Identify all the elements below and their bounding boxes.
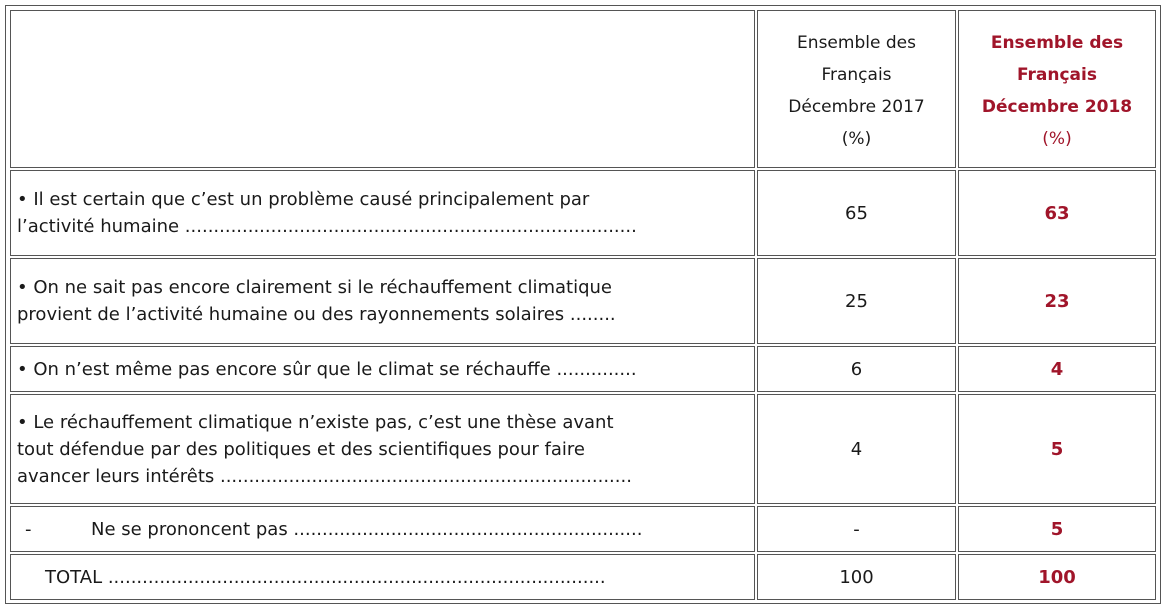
row-label-line: provient de l’activité humaine ou des rayonnements solaires ........ bbox=[17, 304, 616, 325]
value-2017: 4 bbox=[757, 394, 956, 504]
header-2017-line3: Décembre 2017 bbox=[788, 97, 925, 117]
header-2018-line2: Français bbox=[1017, 65, 1097, 85]
row-label-line: • On n’est même pas encore sûr que le climat se réchauffe .............. bbox=[17, 358, 637, 380]
header-2017 bbox=[757, 10, 956, 168]
table-row bbox=[10, 258, 1156, 344]
value-2018: 5 bbox=[958, 394, 1156, 504]
total-2017: 100 bbox=[757, 554, 956, 600]
header-2018-line3: Décembre 2018 bbox=[981, 97, 1133, 117]
total-2018: 100 bbox=[958, 554, 1156, 600]
header-empty-cell bbox=[10, 10, 755, 168]
row-label bbox=[10, 506, 755, 552]
header-2017-line2: Français bbox=[821, 65, 892, 85]
total-row bbox=[10, 554, 1156, 600]
row-dash: - bbox=[25, 518, 32, 540]
value-2018: 5 bbox=[958, 506, 1156, 552]
value-2018: 4 bbox=[958, 346, 1156, 392]
header-2018-line1: Ensemble des bbox=[990, 33, 1124, 53]
header-2018 bbox=[958, 10, 1156, 168]
value-2017: 25 bbox=[757, 258, 956, 344]
value-2018: 23 bbox=[958, 258, 1156, 344]
header-row bbox=[10, 10, 1156, 168]
row-label-line: • Il est certain que c’est un problème causé principalement par bbox=[17, 189, 590, 210]
header-2017-line4: (%) bbox=[841, 129, 872, 149]
row-label-line: • On ne sait pas encore clairement si le réchauffement climatique bbox=[17, 277, 613, 298]
row-label-line: l’activité humaine ............................................................................... bbox=[17, 216, 637, 237]
value-2017: 6 bbox=[757, 346, 956, 392]
row-label bbox=[10, 394, 755, 504]
table-row bbox=[10, 506, 1156, 552]
row-label-line: tout défendue par des politiques et des scientifiques pour faire bbox=[17, 438, 585, 460]
row-label bbox=[10, 258, 755, 344]
value-2018: 63 bbox=[958, 170, 1156, 256]
row-label-line: Ne se prononcent pas ............................................................. bbox=[91, 518, 643, 540]
table-row bbox=[10, 170, 1156, 256]
row-label-line: avancer leurs intérêts ........................................................................ bbox=[17, 465, 632, 487]
header-2017-line1: Ensemble des bbox=[797, 33, 916, 53]
row-label bbox=[10, 346, 755, 392]
survey-table bbox=[8, 8, 1158, 602]
table-row bbox=[10, 394, 1156, 504]
value-2017: 65 bbox=[757, 170, 956, 256]
row-label bbox=[10, 170, 755, 256]
value-2017: - bbox=[757, 506, 956, 552]
total-label: TOTAL ....................................................................................... bbox=[10, 554, 755, 600]
table-row bbox=[10, 346, 1156, 392]
header-2018-line4: (%) bbox=[1042, 129, 1072, 149]
survey-table-frame bbox=[5, 5, 1161, 604]
row-label-line: • Le réchauffement climatique n’existe pas, c’est une thèse avant bbox=[17, 411, 614, 433]
